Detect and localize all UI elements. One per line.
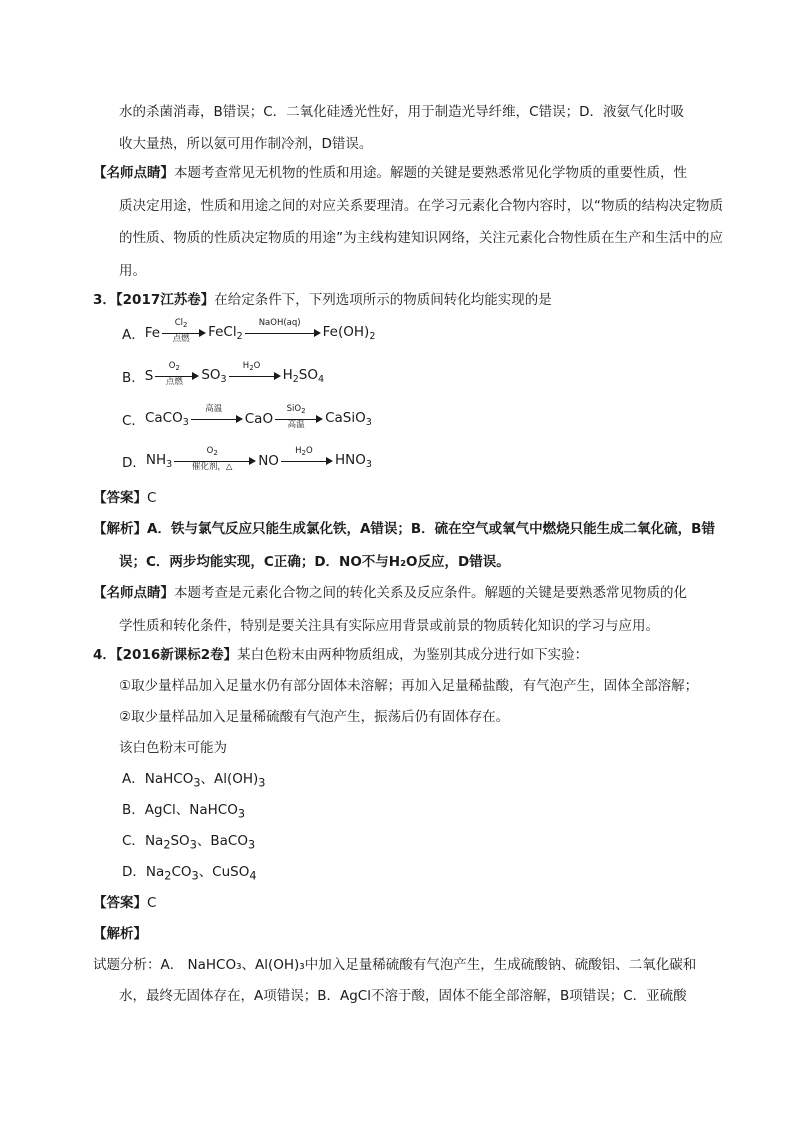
species: CaCO$_3$ bbox=[144, 410, 189, 428]
species: $HNO_3$ bbox=[334, 452, 372, 470]
question-text: 某白色粉末由两种物质组成，为鉴别其成分进行如下实验： bbox=[237, 647, 589, 663]
q3-option-b bbox=[122, 361, 324, 391]
arrow-condition-above: SiO$_2$ bbox=[286, 404, 306, 415]
tip-continuation: 质决定用途，性质和用途之间的对应关系要理清。在学习元素化合物内容时，以“物质的结构决定物质的性质、物质的性质决定物质的用途”为主线构建知识网络，关注元素化合物性质在生产和生活中的应用。 bbox=[119, 197, 723, 279]
q3-tip bbox=[93, 577, 723, 642]
answer-value: C bbox=[147, 895, 157, 911]
question-3-stem bbox=[93, 290, 552, 310]
arrow-condition-below: 高温 bbox=[287, 420, 305, 430]
tip-first-line bbox=[93, 157, 723, 190]
tip-text: 本题考查是元素化合物之间的转化关系及反应条件。解题的关键是要熟悉常见物质的化 bbox=[174, 585, 687, 601]
arrow-condition-below: 点燃 bbox=[172, 334, 190, 344]
question-number: 4． bbox=[93, 647, 116, 663]
q4-answer bbox=[93, 893, 156, 913]
arrow-condition-below: 点燃 bbox=[165, 377, 183, 387]
species: CaO bbox=[244, 411, 274, 427]
q3-option-c bbox=[122, 404, 372, 434]
q4-analysis-label bbox=[93, 924, 147, 944]
arrow-condition-above: 高温 bbox=[205, 404, 223, 414]
reaction-arrow bbox=[275, 404, 323, 434]
analysis-text: A．铁与氯气反应只能生成氯化铁，A错误；B．硫在空气或氧气中燃烧只能生成二氧化硫，B错 bbox=[147, 521, 715, 537]
q4-option-a: A．NaHCO$_3$、$Al(OH)_3$ bbox=[122, 771, 266, 790]
arrow-condition-above: NaOH(aq) bbox=[258, 318, 301, 328]
option-label: D． bbox=[122, 455, 146, 471]
q4-analysis-line-1: 试题分析：A． NaHCO₃、Al(OH)₃中加入足量稀硫酸有气泡产生，生成硫酸钠、硫酸铝、二氧化碳和 bbox=[93, 957, 697, 973]
arrow-condition-above: $O_2$ bbox=[206, 446, 218, 457]
q4-option-d: D．$Na_2CO_3$、CuSO$_4$ bbox=[122, 864, 257, 883]
species: FeCl$_2$ bbox=[208, 324, 243, 342]
option-label: B． bbox=[122, 370, 145, 386]
reaction-arrow bbox=[162, 318, 206, 348]
tip-first-line bbox=[93, 577, 723, 610]
analysis-label: 【解析】 bbox=[93, 521, 147, 537]
q4-step-2: ②取少量样品加入足量稀硫酸有气泡产生，振荡后仍有固体存在。 bbox=[119, 709, 510, 725]
question-source: 【2017江苏卷】 bbox=[115, 292, 215, 308]
species: NO bbox=[258, 453, 279, 469]
q3-analysis bbox=[93, 513, 723, 578]
species: $H_2SO_4$ bbox=[282, 367, 325, 385]
analysis-first-line bbox=[93, 513, 723, 546]
q3-answer bbox=[93, 488, 156, 508]
question-4-stem bbox=[93, 645, 588, 665]
tip-label: 【名师点睛】 bbox=[93, 165, 174, 181]
question-number: 3． bbox=[93, 292, 116, 308]
arrow-condition-below: 催化剂，△ bbox=[191, 462, 233, 472]
reaction-arrow bbox=[281, 446, 333, 476]
arrow-condition-above: $Cl_2$ bbox=[174, 318, 188, 329]
option-label: C． bbox=[122, 413, 145, 429]
reaction-arrow bbox=[191, 404, 243, 434]
analysis-label: 【解析】 bbox=[93, 926, 147, 942]
species: CaSiO$_3$ bbox=[325, 410, 372, 428]
arrow-condition-above: $H_2O$ bbox=[242, 361, 261, 372]
species: $NH_3$ bbox=[145, 452, 173, 470]
tip-label: 【名师点睛】 bbox=[93, 585, 174, 601]
q4-analysis-line-2: 水，最终无固体存在，A项错误；B．AgCl不溶于酸，固体不能全部溶解，B项错误；C．亚硫酸 bbox=[119, 988, 687, 1004]
option-label: A． bbox=[122, 327, 145, 343]
q4-ask: 该白色粉末可能为 bbox=[119, 740, 227, 756]
q3-option-a bbox=[122, 318, 375, 348]
question-source: 【2016新课标2卷】 bbox=[115, 647, 238, 663]
species: Fe bbox=[144, 325, 161, 341]
reaction-arrow bbox=[229, 361, 281, 391]
question-text: 在给定条件下，下列选项所示的物质间转化均能实现的是 bbox=[214, 292, 552, 308]
continued-text-line-1: 水的杀菌消毒，B错误；C．二氧化硅透光性好，用于制造光导纤维，C错误；D．液氨气化时吸 bbox=[119, 104, 685, 120]
species: $Fe(OH)_2$ bbox=[322, 324, 376, 342]
answer-label: 【答案】 bbox=[93, 490, 147, 506]
q3-option-d bbox=[122, 446, 372, 476]
species: $SO_3$ bbox=[201, 367, 227, 385]
reaction-arrow bbox=[155, 361, 199, 391]
reaction-arrow bbox=[174, 446, 256, 476]
q4-option-c: C．$Na_2SO_3$、BaCO$_3$ bbox=[122, 833, 256, 852]
tip-text: 本题考查常见无机物的性质和用途。解题的关键是要熟悉常见化学物质的重要性质，性 bbox=[174, 165, 687, 181]
arrow-condition-above: $O_2$ bbox=[168, 361, 180, 372]
arrow-condition-above: $H_2O$ bbox=[295, 446, 313, 457]
answer-value: C bbox=[147, 490, 157, 506]
q4-step-1: ①取少量样品加入足量水仍有部分固体未溶解；再加入足量稀盐酸，有气泡产生，固体全部溶解； bbox=[119, 678, 699, 694]
species: S bbox=[144, 368, 154, 384]
q4-option-b: B．AgCl、NaHCO$_3$ bbox=[122, 802, 245, 821]
reaction-arrow bbox=[245, 318, 321, 348]
tip-block-1 bbox=[93, 157, 723, 287]
analysis-continuation: 误；C．两步均能实现，C正确；D．NO不与H₂O反应，D错误。 bbox=[119, 553, 510, 570]
answer-label: 【答案】 bbox=[93, 895, 147, 911]
continued-text-line-2: 收大量热，所以氨可用作制冷剂，D错误。 bbox=[119, 136, 373, 152]
tip-continuation: 学性质和转化条件，特别是要关注具有实际应用背景或前景的物质转化知识的学习与应用。 bbox=[119, 617, 659, 634]
